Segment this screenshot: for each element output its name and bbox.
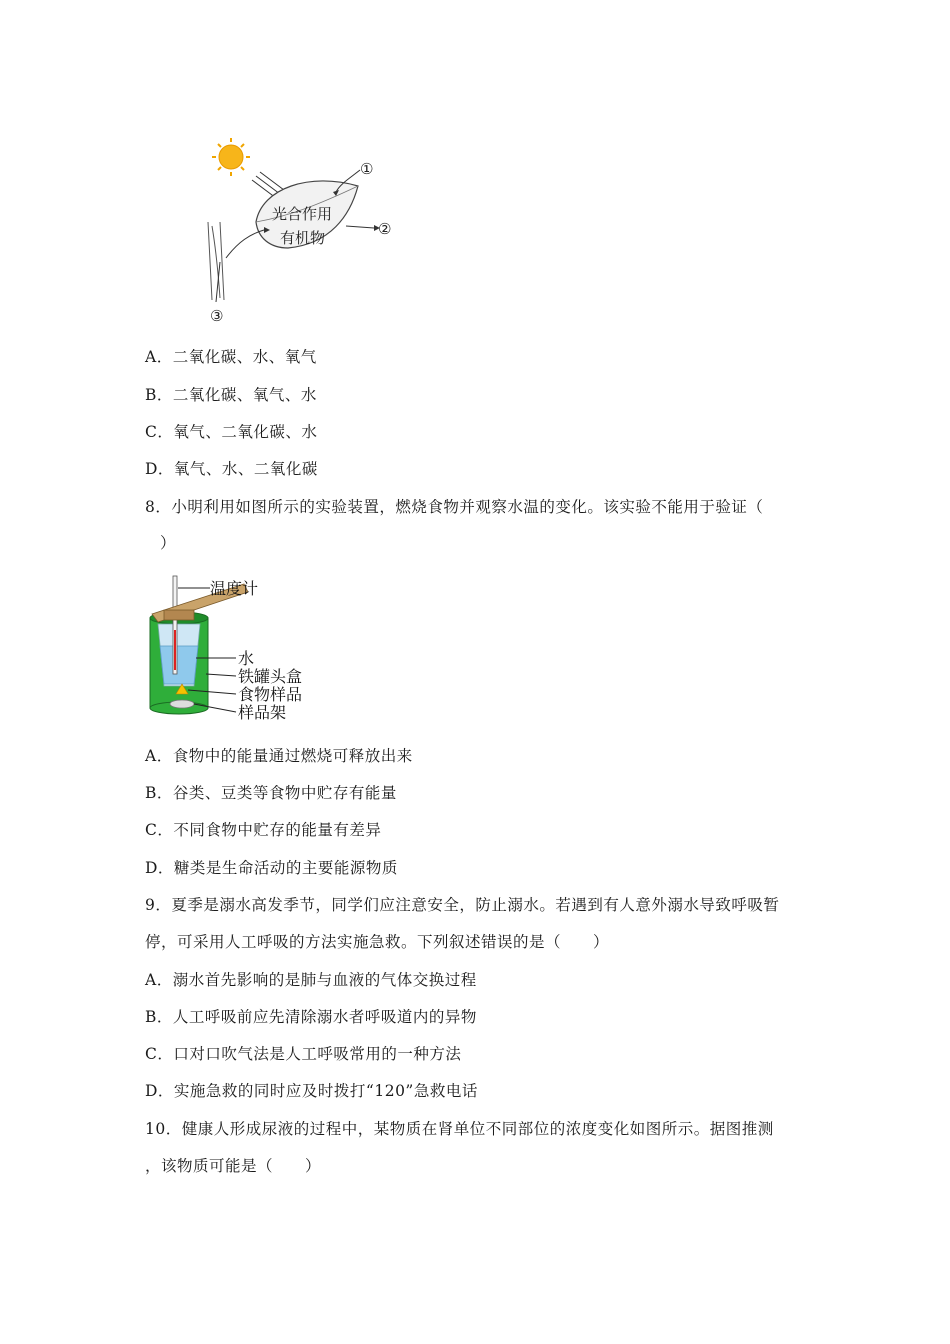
thermometer-label: 温度计 — [210, 579, 259, 598]
q9-option-b: B．人工呼吸前应先清除溺水者呼吸道内的异物 — [145, 1008, 477, 1026]
q9-option-c: C．口对口吹气法是人工呼吸常用的一种方法 — [145, 1045, 462, 1063]
q7-option-b: B．二氧化碳、氧气、水 — [145, 386, 317, 404]
q8-stem-line2: ） — [160, 534, 177, 552]
organic-matter-label: 有机物 — [280, 229, 326, 247]
q8-option-b: B．谷类、豆类等食物中贮存有能量 — [145, 784, 397, 802]
q9-stem-line1: 9．夏季是溺水高发季节，同学们应注意安全，防止溺水。若遇到有人意外溺水导致呼吸暂 — [145, 896, 780, 914]
marker-2: ② — [378, 220, 392, 238]
q7-option-d: D．氧气、水、二氧化碳 — [145, 460, 318, 478]
q9-option-a: A．溺水首先影响的是肺与血液的气体交换过程 — [145, 971, 477, 989]
q10-stem-line2: ，该物质可能是（ ） — [145, 1157, 322, 1175]
q7-option-c: C．氧气、二氧化碳、水 — [145, 423, 318, 441]
marker-3: ③ — [210, 307, 224, 325]
can-label: 铁罐头盒 — [238, 667, 303, 686]
q9-option-d: D．实施急救的同时应及时拨打“120”急救电话 — [145, 1082, 478, 1100]
q7-option-a: A．二氧化碳、水、氧气 — [145, 348, 317, 366]
sample-label: 食物样品 — [238, 685, 303, 704]
marker-1: ① — [360, 160, 374, 178]
stem — [208, 222, 224, 300]
q9-stem-line2: 停，可采用人工呼吸的方法实施急救。下列叙述错误的是（ ） — [145, 933, 610, 951]
water-region — [160, 646, 198, 684]
q8-option-a: A．食物中的能量通过燃烧可释放出来 — [145, 747, 413, 765]
sun-icon — [212, 138, 250, 176]
holder-label: 样品架 — [238, 703, 287, 722]
q8-option-c: C．不同食物中贮存的能量有差异 — [145, 821, 382, 839]
photosynthesis-label: 光合作用 — [272, 205, 333, 223]
water-label: 水 — [238, 649, 255, 668]
q8-option-d: D．糖类是生命活动的主要能源物质 — [145, 859, 398, 877]
q10-stem-line1: 10．健康人形成尿液的过程中，某物质在肾单位不同部位的浓度变化如图所示。据图推测 — [145, 1120, 774, 1138]
calorimeter-diagram — [140, 570, 340, 730]
sample-holder — [170, 700, 194, 708]
q8-stem-line1: 8．小明利用如图所示的实验装置，燃烧食物并观察水温的变化。该实验不能用于验证（ — [145, 498, 764, 516]
photosynthesis-diagram — [190, 130, 410, 330]
